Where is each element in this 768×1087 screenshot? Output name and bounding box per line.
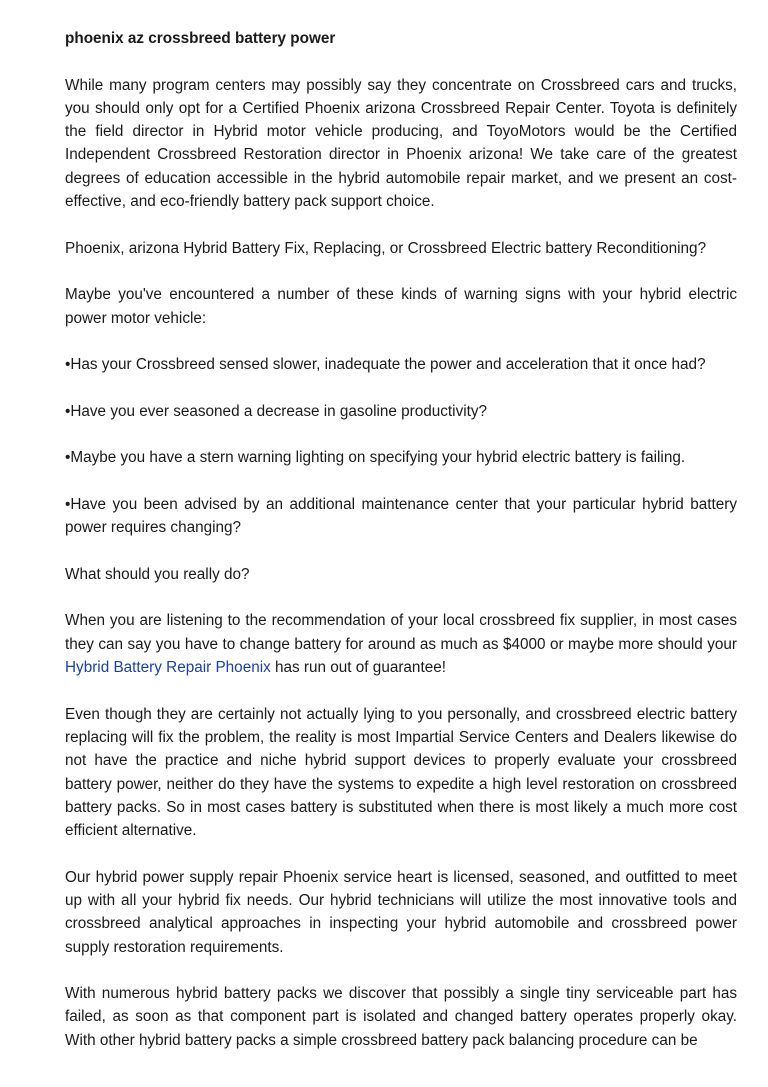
paragraph-service-center: Our hybrid power supply repair Phoenix service heart is licensed, seasoned, and outfitted to meet up with all your hybrid fix needs. Our hybrid technicians will utilize the most innovative tools and crossbreed analytical approaches in inspecting your hybrid automobile and crossbreed power supply restoration requirements. <box>65 868 737 956</box>
document-title: phoenix az crossbreed battery power <box>65 30 336 47</box>
bullet-item-slower: •Has your Crossbreed sensed slower, inadequate the power and acceleration that it once had? <box>65 356 706 374</box>
paragraph-reality: Even though they are certainly not actually lying to you personally, and crossbreed electric battery replacing will fix the problem, the reality is most Impartial Service Centers and Dealers likewise do not have the practice and niche hybrid support devices to properly evaluate your crossbreed battery power, neither do they have the systems to expedite a high level restoration on crossbreed battery packs. So in most cases battery is substituted when there is most likely a much more cost efficient alternative. <box>65 705 737 840</box>
bullet-item-advised: •Have you been advised by an additional maintenance center that your particular hybrid battery power requires changing? <box>65 495 737 537</box>
paragraph-what-to-do: What should you really do? <box>65 565 250 583</box>
hybrid-battery-repair-phoenix-link[interactable]: Hybrid Battery Repair Phoenix <box>65 659 271 677</box>
paragraph-recommendation <box>65 609 737 679</box>
paragraph-recommendation-text-before: When you are listening to the recommendation of your local crossbreed fix supplier, in most cases they can say you have to change battery for around as much as $4000 or maybe more should your <box>65 612 737 653</box>
paragraph-recommendation-text-after: has run out of guarantee! <box>270 659 446 677</box>
bullet-item-warning-light: •Maybe you have a stern warning lighting on specifying your hybrid electric battery is failing. <box>65 449 686 467</box>
document-page <box>65 27 737 1075</box>
paragraph-battery-packs: With numerous hybrid battery packs we discover that possibly a single tiny serviceable part has failed, as soon as that component part is isolated and changed battery operates properly okay. With other hybrid battery packs a simple crossbreed battery pack balancing procedure can be <box>65 985 737 1049</box>
paragraph-question: Phoenix, arizona Hybrid Battery Fix, Replacing, or Crossbreed Electric battery Reconditioning? <box>65 239 707 257</box>
bullet-item-gasoline: •Have you ever seasoned a decrease in gasoline productivity? <box>65 402 488 420</box>
paragraph-intro: While many program centers may possibly say they concentrate on Crossbreed cars and trucks, you should only opt for a Certified Phoenix arizona Crossbreed Repair Center. Toyota is definitely the field director in Hybrid motor vehicle producing, and ToyoMotors would be the Certified Independent Crossbreed Restoration director in Phoenix arizona! We take care of the greatest degrees of education accessible in the hybrid automobile repair market, and we present an cost-effective, and eco-friendly battery pack support choice. <box>65 76 737 211</box>
paragraph-warning-signs: Maybe you've encountered a number of these kinds of warning signs with your hybrid electric power motor vehicle: <box>65 286 737 327</box>
